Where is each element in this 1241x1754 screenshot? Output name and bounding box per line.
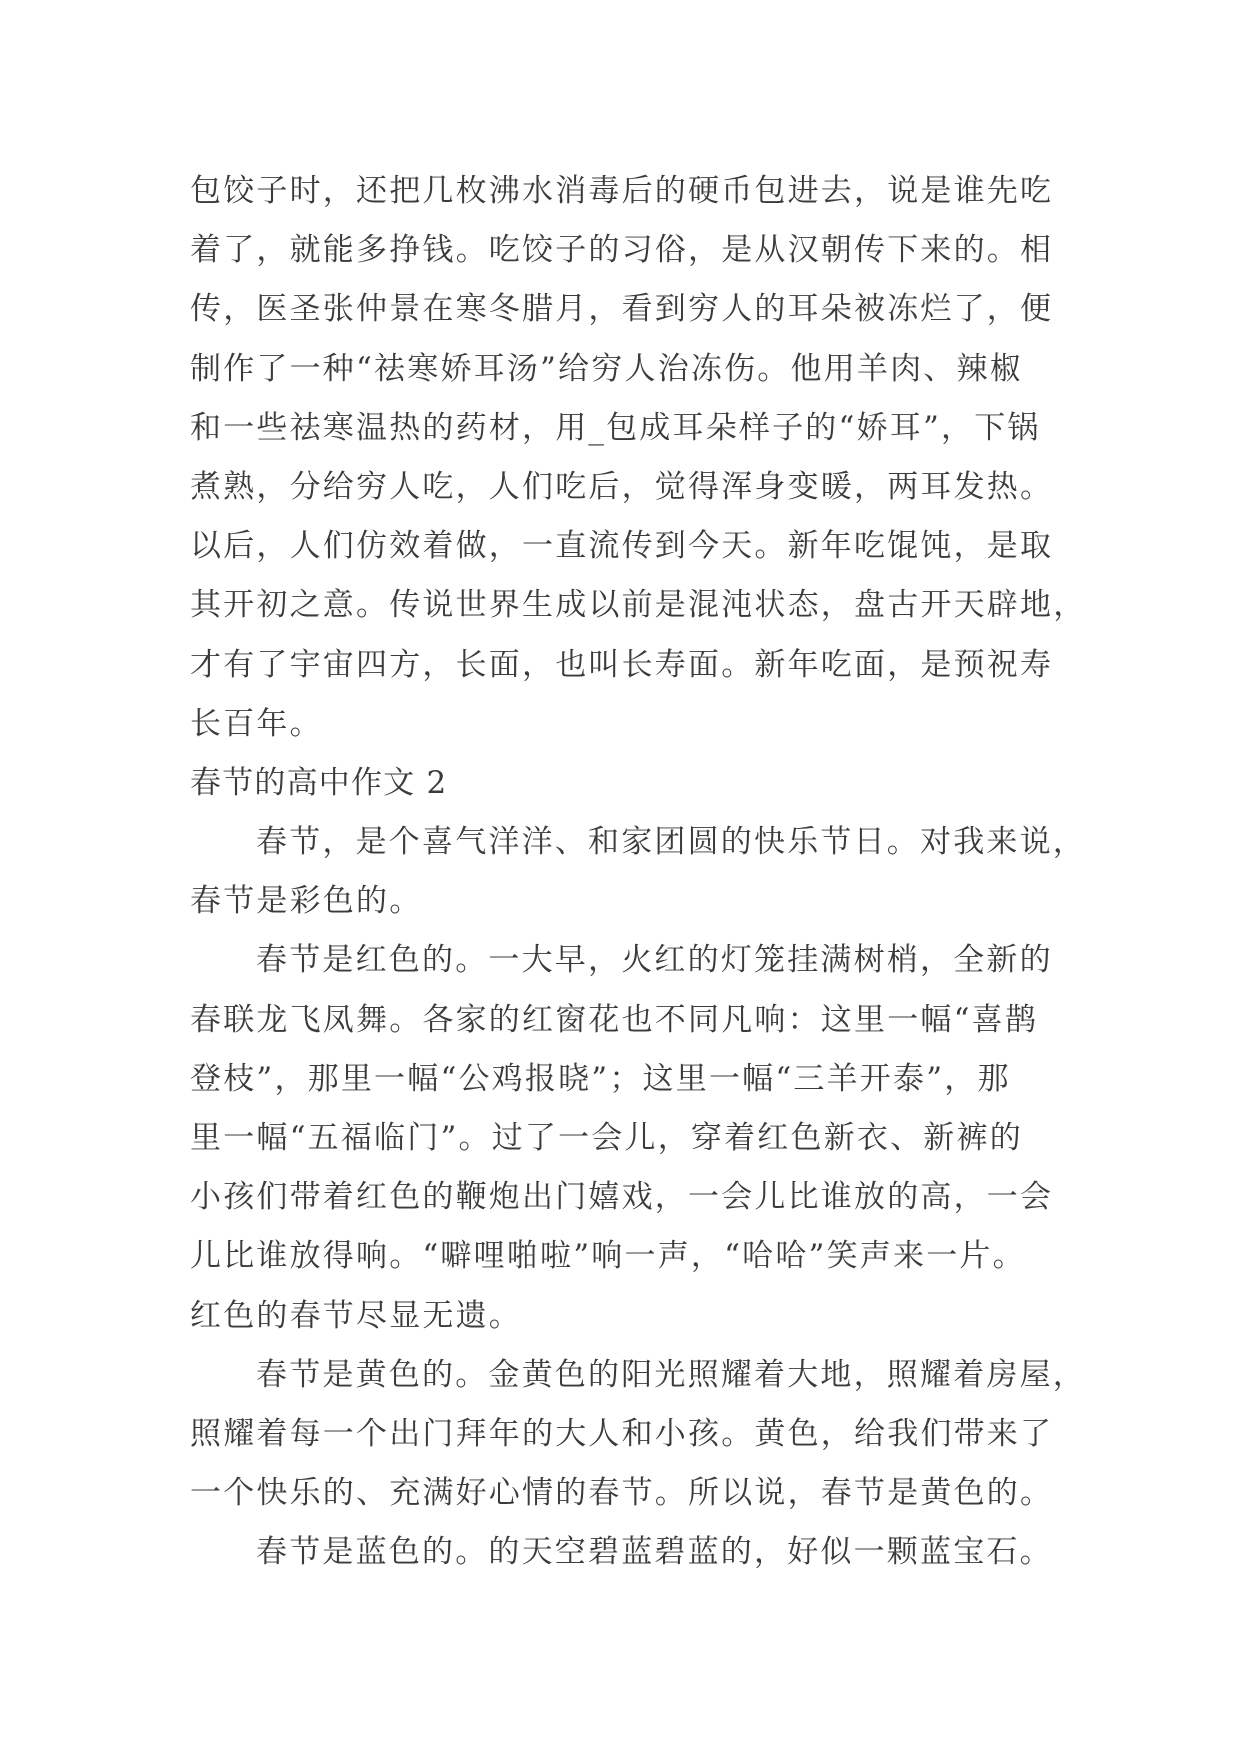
text-line: 着了，就能多挣钱。吃饺子的习俗，是从汉朝传下来的。相 [190, 232, 1054, 269]
text-line: 才有了宇宙四方，长面，也叫长寿面。新年吃面，是预祝寿 [190, 646, 1054, 683]
text-line: 登枝”，那里一幅“公鸡报晓”；这里一幅“三羊开泰”，那 [190, 1060, 1011, 1097]
text-line: 其开初之意。传说世界生成以前是混沌状态，盘古开天辟地， [190, 587, 1087, 624]
text-line: 春节是蓝色的。的天空碧蓝碧蓝的，好似一颗蓝宝石。 [256, 1534, 1053, 1571]
paragraph-1 [190, 813, 1086, 931]
text-line: 儿比谁放得响。“噼哩啪啦”响一声，“哈哈”笑声来一片。 [190, 1238, 1026, 1275]
intro-paragraph [190, 162, 1087, 754]
text-line: 传，医圣张仲景在寒冬腊月，看到穷人的耳朵被冻烂了，便 [190, 291, 1054, 328]
text-line: 煮熟，分给穷人吃，人们吃后，觉得浑身变暖，两耳发热。 [190, 468, 1054, 505]
text-line: 包饺子时，还把几枚沸水消毒后的硬币包进去，说是谁先吃 [190, 173, 1054, 209]
text-line: 小孩们带着红色的鞭炮出门嬉戏，一会儿比谁放的高，一会 [190, 1179, 1054, 1216]
text-line: 里一幅“五福临门”。过了一会儿，穿着红色新衣、新裤的 [190, 1120, 1023, 1156]
text-line: 制作了一种“祛寒娇耳汤”给穷人治冻伤。他用羊肉、辣椒 [190, 350, 1023, 387]
text-line: 一个快乐的、充满好心情的春节。所以说，春节是黄色的。 [190, 1475, 1054, 1512]
text-line: 春节是彩色的。 [190, 883, 423, 920]
text-line: 春节是红色的。一大早，火红的灯笼挂满树梢，全新的 [256, 942, 1053, 979]
paragraph-2 [190, 931, 1070, 1345]
text-line: 红色的春节尽显无遗。 [190, 1297, 522, 1334]
text-line: 照耀着每一个出门拜年的大人和小孩。黄色，给我们带来了 [190, 1415, 1054, 1452]
paragraph-3 [190, 1346, 1086, 1524]
text-line: 长百年。 [190, 705, 323, 742]
text-line: 以后，人们仿效着做，一直流传到今天。新年吃馄饨，是取 [190, 528, 1054, 565]
paragraph-4 [190, 1523, 1070, 1582]
text-line: 春联龙飞凤舞。各家的红窗花也不同凡响：这里一幅“喜鹊 [190, 1001, 1039, 1038]
section-heading: 春节的高中作文 2 [190, 764, 448, 801]
text-line: 和一些祛寒温热的药材，用_包成耳朵样子的“娇耳”，下锅 [190, 409, 1041, 446]
text-line: 春节，是个喜气洋洋、和家团圆的快乐节日。对我来说， [256, 824, 1086, 861]
text-line: 春节是黄色的。金黄色的阳光照耀着大地，照耀着房屋， [256, 1356, 1086, 1393]
document-body [190, 162, 1087, 1583]
